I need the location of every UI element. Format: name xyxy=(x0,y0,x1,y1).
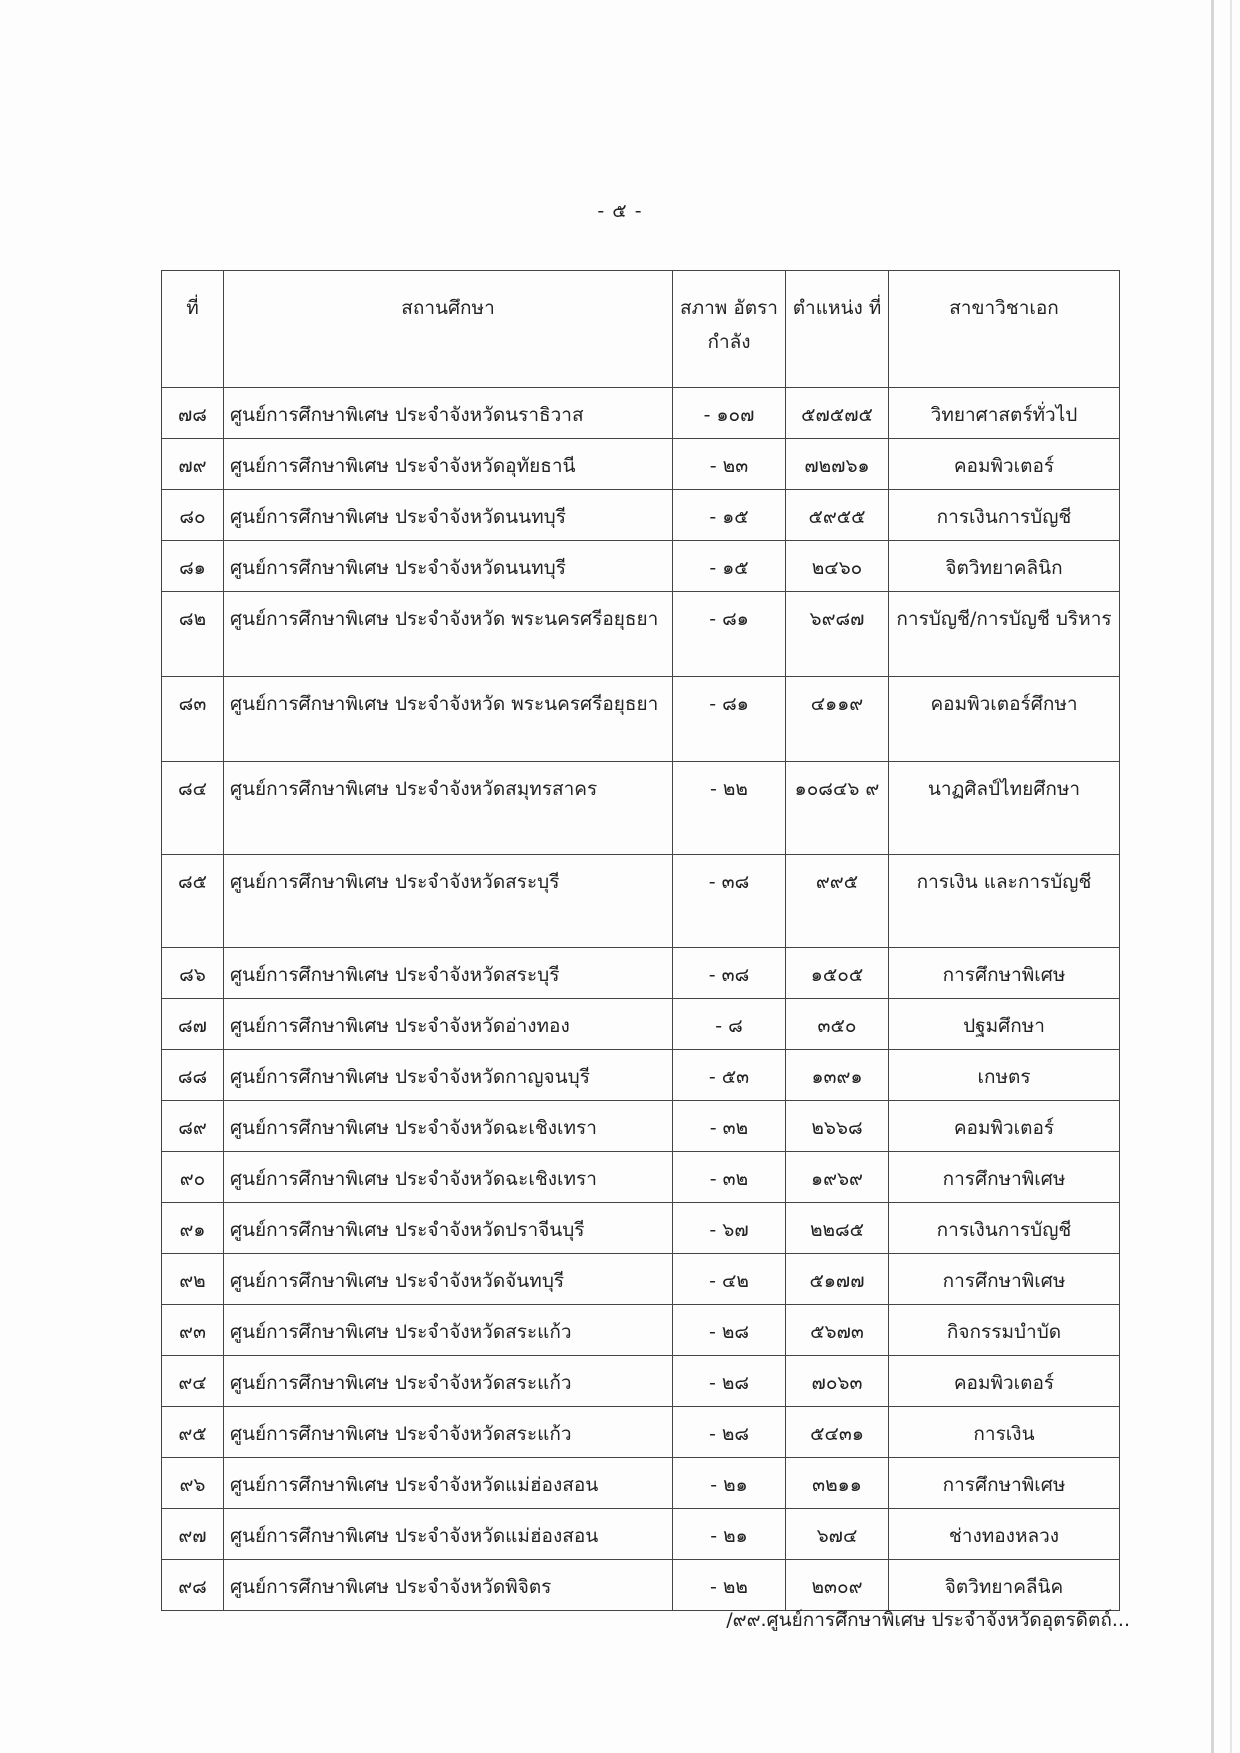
table-row xyxy=(162,1152,1120,1203)
school-name: ศูนย์การศึกษาพิเศษ ประจำจังหวัดจันทบุรี xyxy=(224,1254,673,1305)
school-name: ศูนย์การศึกษาพิเศษ ประจำจังหวัดฉะเชิงเทรา xyxy=(224,1101,673,1152)
major-subject: การศึกษาพิเศษ xyxy=(889,948,1120,999)
table-row xyxy=(162,388,1120,439)
major-subject: คอมพิวเตอร์ xyxy=(889,439,1120,490)
table-row xyxy=(162,999,1120,1050)
position-number: ๓๕๐ xyxy=(786,999,889,1050)
position-number: ๙๙๕ xyxy=(786,855,889,948)
row-number: ๘๔ xyxy=(162,762,224,855)
school-name: ศูนย์การศึกษาพิเศษ ประจำจังหวัดนนทบุรี xyxy=(224,490,673,541)
major-subject: กิจกรรมบำบัด xyxy=(889,1305,1120,1356)
position-number: ๔๑๑๙ xyxy=(786,677,889,762)
major-subject: คอมพิวเตอร์ศึกษา xyxy=(889,677,1120,762)
staffing-status: - ๒๘ xyxy=(673,1407,786,1458)
school-name: ศูนย์การศึกษาพิเศษ ประจำจังหวัด พระนครศรีอยุธยา xyxy=(224,677,673,762)
row-number: ๙๗ xyxy=(162,1509,224,1560)
school-name: ศูนย์การศึกษาพิเศษ ประจำจังหวัดสมุทรสาคร xyxy=(224,762,673,855)
row-number: ๙๑ xyxy=(162,1203,224,1254)
row-number: ๗๘ xyxy=(162,388,224,439)
position-number: ๑๕๐๕ xyxy=(786,948,889,999)
header-major: สาขาวิชาเอก xyxy=(889,271,1120,388)
major-subject: การเงินการบัญชี xyxy=(889,1203,1120,1254)
table-row xyxy=(162,1305,1120,1356)
position-number: ๕๑๗๗ xyxy=(786,1254,889,1305)
staffing-status: - ๓๒ xyxy=(673,1152,786,1203)
major-subject: การศึกษาพิเศษ xyxy=(889,1458,1120,1509)
staffing-status: - ๕๓ xyxy=(673,1050,786,1101)
table-row xyxy=(162,1509,1120,1560)
position-number: ๒๖๖๘ xyxy=(786,1101,889,1152)
major-subject: นาฏศิลป์ไทยศึกษา xyxy=(889,762,1120,855)
position-number: ๖๙๘๗ xyxy=(786,592,889,677)
row-number: ๙๕ xyxy=(162,1407,224,1458)
row-number: ๙๘ xyxy=(162,1560,224,1611)
major-subject: การเงิน xyxy=(889,1407,1120,1458)
major-subject: การบัญชี/การบัญชี บริหาร xyxy=(889,592,1120,677)
school-name: ศูนย์การศึกษาพิเศษ ประจำจังหวัดแม่ฮ่องสอน xyxy=(224,1509,673,1560)
table-row xyxy=(162,1560,1120,1611)
major-subject: วิทยาศาสตร์ทั่วไป xyxy=(889,388,1120,439)
school-name: ศูนย์การศึกษาพิเศษ ประจำจังหวัดแม่ฮ่องสอน xyxy=(224,1458,673,1509)
staffing-status: - ๔๒ xyxy=(673,1254,786,1305)
header-school: สถานศึกษา xyxy=(224,271,673,388)
staffing-status: - ๒๒ xyxy=(673,762,786,855)
staffing-status: - ๘ xyxy=(673,999,786,1050)
row-number: ๙๓ xyxy=(162,1305,224,1356)
row-number: ๘๒ xyxy=(162,592,224,677)
staffing-status: - ๖๗ xyxy=(673,1203,786,1254)
table-row xyxy=(162,439,1120,490)
page-number: - ๕ - xyxy=(597,200,643,222)
positions-table xyxy=(161,270,1120,1611)
table-header-row xyxy=(162,271,1120,388)
staffing-status: - ๘๑ xyxy=(673,592,786,677)
table-row xyxy=(162,1101,1120,1152)
table-row xyxy=(162,677,1120,762)
row-number: ๙๐ xyxy=(162,1152,224,1203)
header-position: ตำแหน่ง ที่ xyxy=(786,271,889,388)
major-subject: เกษตร xyxy=(889,1050,1120,1101)
table-row xyxy=(162,592,1120,677)
staffing-status: - ๑๕ xyxy=(673,541,786,592)
major-subject: ช่างทองหลวง xyxy=(889,1509,1120,1560)
row-number: ๘๖ xyxy=(162,948,224,999)
continuation-note: /๙๙.ศูนย์การศึกษาพิเศษ ประจำจังหวัดอุตรดิตถ์... xyxy=(726,1609,1130,1631)
table-body xyxy=(162,388,1120,1611)
table-row xyxy=(162,948,1120,999)
row-number: ๘๕ xyxy=(162,855,224,948)
position-number: ๕๗๕๗๕ xyxy=(786,388,889,439)
position-number: ๑๓๙๑ xyxy=(786,1050,889,1101)
staffing-status: - ๓๘ xyxy=(673,855,786,948)
school-name: ศูนย์การศึกษาพิเศษ ประจำจังหวัดนนทบุรี xyxy=(224,541,673,592)
position-number: ๑๙๖๙ xyxy=(786,1152,889,1203)
major-subject: จิตวิทยาคลินิก xyxy=(889,541,1120,592)
position-number: ๗๐๖๓ xyxy=(786,1356,889,1407)
row-number: ๙๔ xyxy=(162,1356,224,1407)
position-number: ๒๒๘๕ xyxy=(786,1203,889,1254)
major-subject: จิตวิทยาคลีนิค xyxy=(889,1560,1120,1611)
row-number: ๘๘ xyxy=(162,1050,224,1101)
row-number: ๘๗ xyxy=(162,999,224,1050)
school-name: ศูนย์การศึกษาพิเศษ ประจำจังหวัดสระบุรี xyxy=(224,855,673,948)
school-name: ศูนย์การศึกษาพิเศษ ประจำจังหวัดอ่างทอง xyxy=(224,999,673,1050)
school-name: ศูนย์การศึกษาพิเศษ ประจำจังหวัดสระแก้ว xyxy=(224,1407,673,1458)
school-name: ศูนย์การศึกษาพิเศษ ประจำจังหวัดพิจิตร xyxy=(224,1560,673,1611)
staffing-status: - ๒๑ xyxy=(673,1509,786,1560)
scan-edge-secondary xyxy=(1230,0,1232,1753)
row-number: ๘๐ xyxy=(162,490,224,541)
major-subject: การศึกษาพิเศษ xyxy=(889,1254,1120,1305)
row-number: ๙๖ xyxy=(162,1458,224,1509)
school-name: ศูนย์การศึกษาพิเศษ ประจำจังหวัดกาญจนบุรี xyxy=(224,1050,673,1101)
row-number: ๘๑ xyxy=(162,541,224,592)
position-number: ๑๐๘๔๖ ๙ xyxy=(786,762,889,855)
staffing-status: - ๒๘ xyxy=(673,1356,786,1407)
staffing-status: - ๘๑ xyxy=(673,677,786,762)
row-number: ๘๙ xyxy=(162,1101,224,1152)
staffing-status: - ๒๑ xyxy=(673,1458,786,1509)
row-number: ๙๒ xyxy=(162,1254,224,1305)
position-number: ๓๒๑๑ xyxy=(786,1458,889,1509)
staffing-status: - ๒๓ xyxy=(673,439,786,490)
position-number: ๒๓๐๙ xyxy=(786,1560,889,1611)
school-name: ศูนย์การศึกษาพิเศษ ประจำจังหวัดอุทัยธานี xyxy=(224,439,673,490)
position-number: ๕๙๕๕ xyxy=(786,490,889,541)
table-row xyxy=(162,1203,1120,1254)
school-name: ศูนย์การศึกษาพิเศษ ประจำจังหวัดนราธิวาส xyxy=(224,388,673,439)
row-number: ๘๓ xyxy=(162,677,224,762)
position-number: ๕๔๓๑ xyxy=(786,1407,889,1458)
table-row xyxy=(162,855,1120,948)
major-subject: คอมพิวเตอร์ xyxy=(889,1356,1120,1407)
table-row xyxy=(162,490,1120,541)
table-row xyxy=(162,762,1120,855)
position-number: ๒๔๖๐ xyxy=(786,541,889,592)
position-number: ๗๒๗๖๑ xyxy=(786,439,889,490)
table-row xyxy=(162,1458,1120,1509)
staffing-status: - ๓๘ xyxy=(673,948,786,999)
position-number: ๕๖๗๓ xyxy=(786,1305,889,1356)
school-name: ศูนย์การศึกษาพิเศษ ประจำจังหวัดสระแก้ว xyxy=(224,1305,673,1356)
staffing-status: - ๑๕ xyxy=(673,490,786,541)
table-row xyxy=(162,1407,1120,1458)
table-row xyxy=(162,1356,1120,1407)
school-name: ศูนย์การศึกษาพิเศษ ประจำจังหวัดปราจีนบุรี xyxy=(224,1203,673,1254)
major-subject: การเงิน และการบัญชี xyxy=(889,855,1120,948)
table-row xyxy=(162,1050,1120,1101)
school-name: ศูนย์การศึกษาพิเศษ ประจำจังหวัดสระแก้ว xyxy=(224,1356,673,1407)
major-subject: การศึกษาพิเศษ xyxy=(889,1152,1120,1203)
major-subject: ปฐมศึกษา xyxy=(889,999,1120,1050)
school-name: ศูนย์การศึกษาพิเศษ ประจำจังหวัด พระนครศรีอยุธยา xyxy=(224,592,673,677)
staffing-status: - ๑๐๗ xyxy=(673,388,786,439)
major-subject: คอมพิวเตอร์ xyxy=(889,1101,1120,1152)
header-status: สภาพ อัตรากำลัง xyxy=(673,271,786,388)
scan-edge xyxy=(1211,0,1214,1753)
staffing-status: - ๒๘ xyxy=(673,1305,786,1356)
row-number: ๗๙ xyxy=(162,439,224,490)
school-name: ศูนย์การศึกษาพิเศษ ประจำจังหวัดฉะเชิงเทรา xyxy=(224,1152,673,1203)
table-row xyxy=(162,1254,1120,1305)
school-name: ศูนย์การศึกษาพิเศษ ประจำจังหวัดสระบุรี xyxy=(224,948,673,999)
staffing-status: - ๒๒ xyxy=(673,1560,786,1611)
table-row xyxy=(162,541,1120,592)
header-no: ที่ xyxy=(162,271,224,388)
position-number: ๖๗๔ xyxy=(786,1509,889,1560)
major-subject: การเงินการบัญชี xyxy=(889,490,1120,541)
staffing-status: - ๓๒ xyxy=(673,1101,786,1152)
